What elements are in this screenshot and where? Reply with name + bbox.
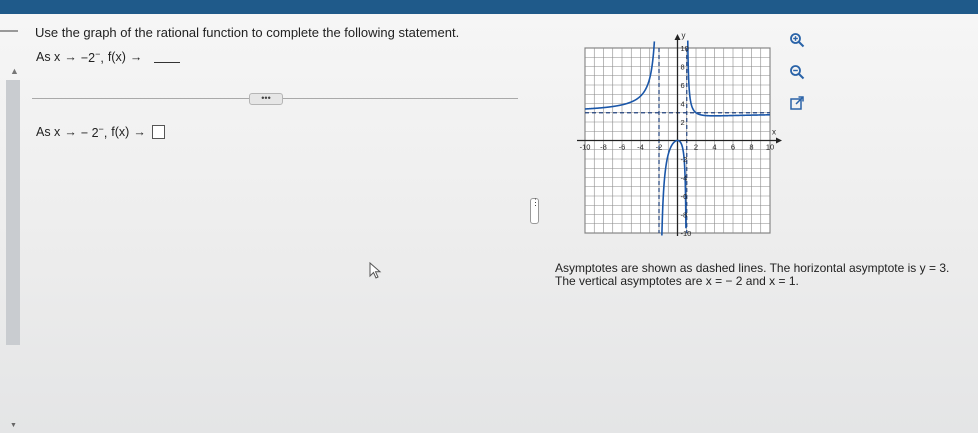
- zoom-in-icon: [789, 32, 805, 48]
- answer-blank: [154, 52, 180, 63]
- x-tick-label: -4: [637, 142, 644, 152]
- x-tick-label: -2: [655, 142, 663, 152]
- arrow-icon: →: [64, 125, 77, 140]
- y-axis-label: y: [681, 31, 686, 40]
- question-panel: [0, 14, 978, 433]
- asymptote-caption: [555, 262, 949, 288]
- mouse-cursor-icon: [369, 262, 383, 280]
- y-tick-label: 8: [680, 62, 685, 72]
- zoom-in-button[interactable]: [787, 30, 807, 50]
- x-tick-label: -10: [579, 142, 591, 152]
- popout-button[interactable]: [787, 93, 807, 113]
- rational-function-graph: [565, 28, 780, 238]
- y-tick-label: -4: [680, 173, 688, 183]
- y-tick-label: 6: [680, 81, 685, 90]
- answer-input-box[interactable]: [152, 125, 165, 139]
- more-button[interactable]: •••: [249, 93, 283, 105]
- caption-line-2: The vertical asymptotes are x = − 2 and x = 1.: [555, 274, 799, 288]
- y-tick-label: -2: [680, 155, 688, 164]
- function-label: f(x): [107, 50, 126, 65]
- x-tick-label: 4: [712, 142, 717, 152]
- statement-prefix: As x: [36, 50, 61, 65]
- top-edge-bar: [0, 0, 978, 14]
- left-scrollbar[interactable]: [6, 80, 20, 345]
- popout-icon: [789, 95, 805, 111]
- approach-value: −2−,: [80, 49, 104, 66]
- question-prompt: Use the graph of the rational function to complete the following statement.: [35, 25, 460, 40]
- y-tick-label: 10: [680, 44, 689, 53]
- y-tick-label: 4: [680, 99, 685, 109]
- panel-resize-handle[interactable]: ⋮: [530, 198, 539, 224]
- y-tick-label: -8: [680, 210, 688, 220]
- x-tick-label: -8: [600, 142, 607, 152]
- arrow-icon: →: [129, 50, 143, 65]
- vertical-asymptote-eq-1: x = − 2: [705, 274, 743, 288]
- vertical-asymptote-eq-2: x = 1.: [769, 274, 799, 288]
- x-tick-label: -6: [618, 142, 626, 152]
- caption-line-1: Asymptotes are shown as dashed lines. The horizontal asymptote is y = 3.: [555, 261, 950, 275]
- statement-2: [36, 124, 165, 140]
- edge-divider: [0, 30, 18, 32]
- arrow-icon: →: [64, 50, 77, 65]
- y-axis-arrowhead: [675, 34, 681, 40]
- x-tick-label: 10: [765, 142, 775, 152]
- y-tick-label: -6: [680, 192, 688, 201]
- y-tick-label: -10: [680, 229, 692, 238]
- arrow-icon: →: [133, 125, 146, 140]
- scroll-down-icon[interactable]: ▼: [10, 422, 17, 429]
- function-label: f(x): [111, 125, 130, 140]
- collapse-caret-icon[interactable]: ▲: [10, 66, 19, 76]
- x-tick-label: 2: [693, 142, 699, 152]
- x-tick-label: 8: [749, 142, 754, 152]
- zoom-out-icon: [789, 64, 805, 80]
- statement-prefix: As x: [36, 125, 61, 140]
- approach-value: − 2−,: [80, 124, 108, 141]
- statement-1: [36, 49, 180, 65]
- x-axis-label: x: [772, 127, 776, 137]
- zoom-out-button[interactable]: [787, 62, 807, 82]
- horizontal-asymptote-eq: y = 3.: [919, 261, 950, 275]
- y-tick-label: 2: [680, 118, 685, 127]
- x-tick-label: 6: [730, 142, 736, 152]
